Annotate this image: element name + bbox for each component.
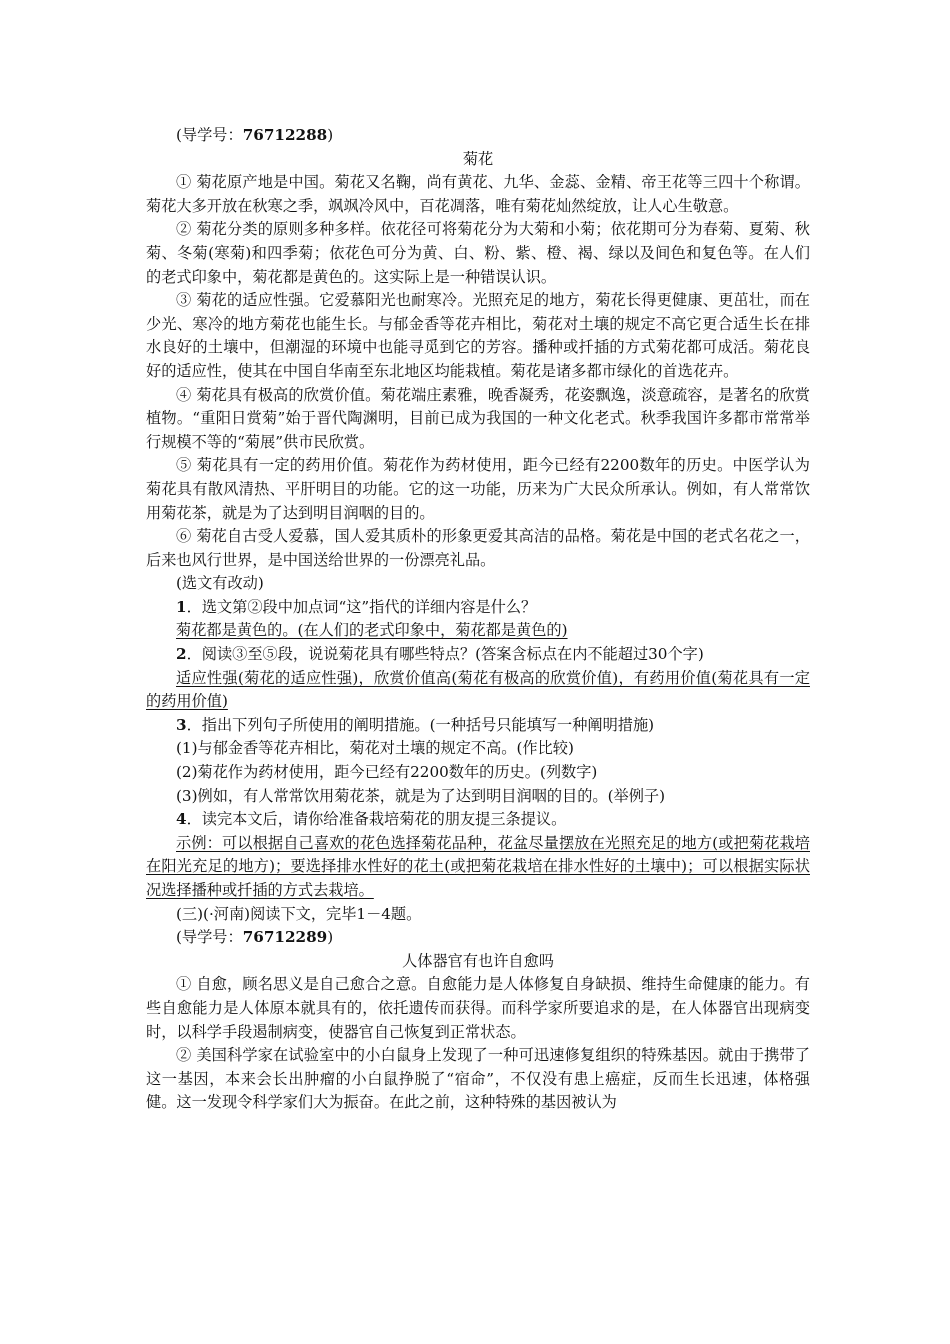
answer-4 [146,832,810,903]
question-3-item-3: (3)例如，有人常常饮用菊花茶，就是为了达到明目润咽的目的。(举例子) [176,786,665,805]
guide-close: ) [327,126,334,144]
paragraph-2-1: ① 自愈，顾名思义是自己愈合之意。自愈能力是人体修复自身缺损、维持生命健康的能力。有些自愈能力是人体原本就具有的，依托遗传而获得。而科学家所要追求的是，在人体器官出现病变时，以科学手段遏制病变，使器官自己恢复到正常状态。 [146,975,810,1041]
paragraph-4: ④ 菊花具有极高的欣赏价值。菊花端庄素雅，晚香凝秀，花姿飘逸，淡意疏容，是著名的欣赏植物。“重阳日赏菊”始于晋代陶渊明，目前已成为我国的一种文化老式。秋季我国许多都市常常举行规模不等的“菊展”供市民欣赏。 [146,385,810,451]
answer-text: 示例：可以根据自己喜欢的花色选择菊花品种，花盆尽量摆放在光照充足的地方(或把菊花栽培在阳光充足的地方)；要选择排水性好的花土(或把菊花栽培在排水性好的土壤中)；可以根据实际状况选择播种或扦插的方式去栽培。 [146,833,810,899]
question-text: ．选文第②段中加点词“这”指代的详细内容是什么？ [186,597,537,616]
question-3-item-2: (2)菊花作为药材使用，距今已经有2200数年的历史。(列数字) [176,763,598,782]
source-note: (选文有改动) [176,574,264,593]
section-2-intro: (三)(·河南)阅读下文，完毕1－4题。 [176,904,422,923]
paragraph-5: ⑤ 菊花具有一定的药用价值。菊花作为药材使用，距今已经有2200数年的历史。中医学认为菊花具有散风清热、平肝明目的功能。它的这一功能，历来为广大民众所承认。例如，有人常常饮用菊花茶，就是为了达到明目润咽的目的。 [146,456,810,522]
paragraph-1: ① 菊花原产地是中国。菊花又名鞠，尚有黄花、九华、金蕊、金精、帝王花等三四十个称谓。菊花大多开放在秋寒之季，飒飒冷风中，百花凋落，唯有菊花灿然绽放，让人心生敬意。 [146,173,810,215]
question-3-item-1: (1)与郁金香等花卉相比，菊花对土壤的规定不高。(作比较) [176,739,574,758]
question-number: 1 [176,597,187,616]
guide-label: (导学号： [176,126,243,144]
answer-2 [146,667,810,714]
question-text: ．读完本文后，请你给准备栽培菊花的朋友提三条提议。 [186,810,567,829]
guide-number-line-1 [146,124,810,148]
question-text: ．指出下列句子所使用的阐明措施。(一种括号只能填写一种阐明措施) [186,715,655,734]
paragraph-6: ⑥ 菊花自古受人爱慕，国人爱其质朴的形象更爱其高洁的品格。菊花是中国的老式名花之一，后来也风行世界，是中国送给世界的一份漂亮礼品。 [146,527,810,569]
document-page [146,124,810,1115]
article-title-chrysanthemum: 菊花 [462,149,494,168]
answer-text: 菊花都是黄色的。(在人们的老式印象中，菊花都是黄色的) [176,621,568,640]
answer-1 [146,619,810,643]
guide-number-line-2 [146,926,810,950]
guide-close: ) [327,928,334,947]
question-number: 2 [176,645,187,664]
paragraph-2-2: ② 美国科学家在试验室中的小白鼠身上发现了一种可迅速修复组织的特殊基因。就由于携带了这一基因，本来会长出肿瘤的小白鼠挣脱了“宿命”，不仅没有患上癌症，反而生长迅速，体格强健。这一发现令科学家们大为振奋。在此之前，这种特殊的基因被认为 [146,1046,810,1112]
guide-number: 76712288 [242,126,328,144]
guide-label: (导学号： [176,928,243,947]
paragraph-3: ③ 菊花的适应性强。它爱慕阳光也耐寒冷。光照充足的地方，菊花长得更健康、更茁壮，而在少光、寒冷的地方菊花也能生长。与郁金香等花卉相比，菊花对土壤的规定不高它更合适生长在排水良好的土壤中，但潮湿的环境中也能寻觅到它的芳容。播种或扦插的方式菊花都可成活。菊花良好的适应性，使其在中国自华南至东北地区均能栽植。菊花是诸多都市绿化的首选花卉。 [146,291,810,380]
answer-text: 适应性强(菊花的适应性强)，欣赏价值高(菊花有极高的欣赏价值)，有药用价值(菊花具有一定的药用价值) [146,668,810,711]
question-3 [146,714,810,738]
question-number: 3 [176,715,187,734]
guide-number: 76712289 [242,928,328,947]
article-title-self-healing: 人体器官有也许自愈吗 [402,951,554,970]
paragraph-2: ② 菊花分类的原则多种多样。依花径可将菊花分为大菊和小菊；依花期可分为春菊、夏菊、秋菊、冬菊(寒菊)和四季菊；依花色可分为黄、白、粉、紫、橙、褐、绿以及间色和复色等。在人们的老式印象中，菊花都是黄色的。这实际上是一种错误认识。 [146,220,810,286]
question-number: 4 [176,810,187,829]
question-text: ．阅读③至⑤段，说说菊花具有哪些特点？(答案含标点在内不能超过30个字) [186,645,704,664]
question-4 [146,808,810,832]
question-2 [146,643,810,667]
question-1 [146,596,810,620]
